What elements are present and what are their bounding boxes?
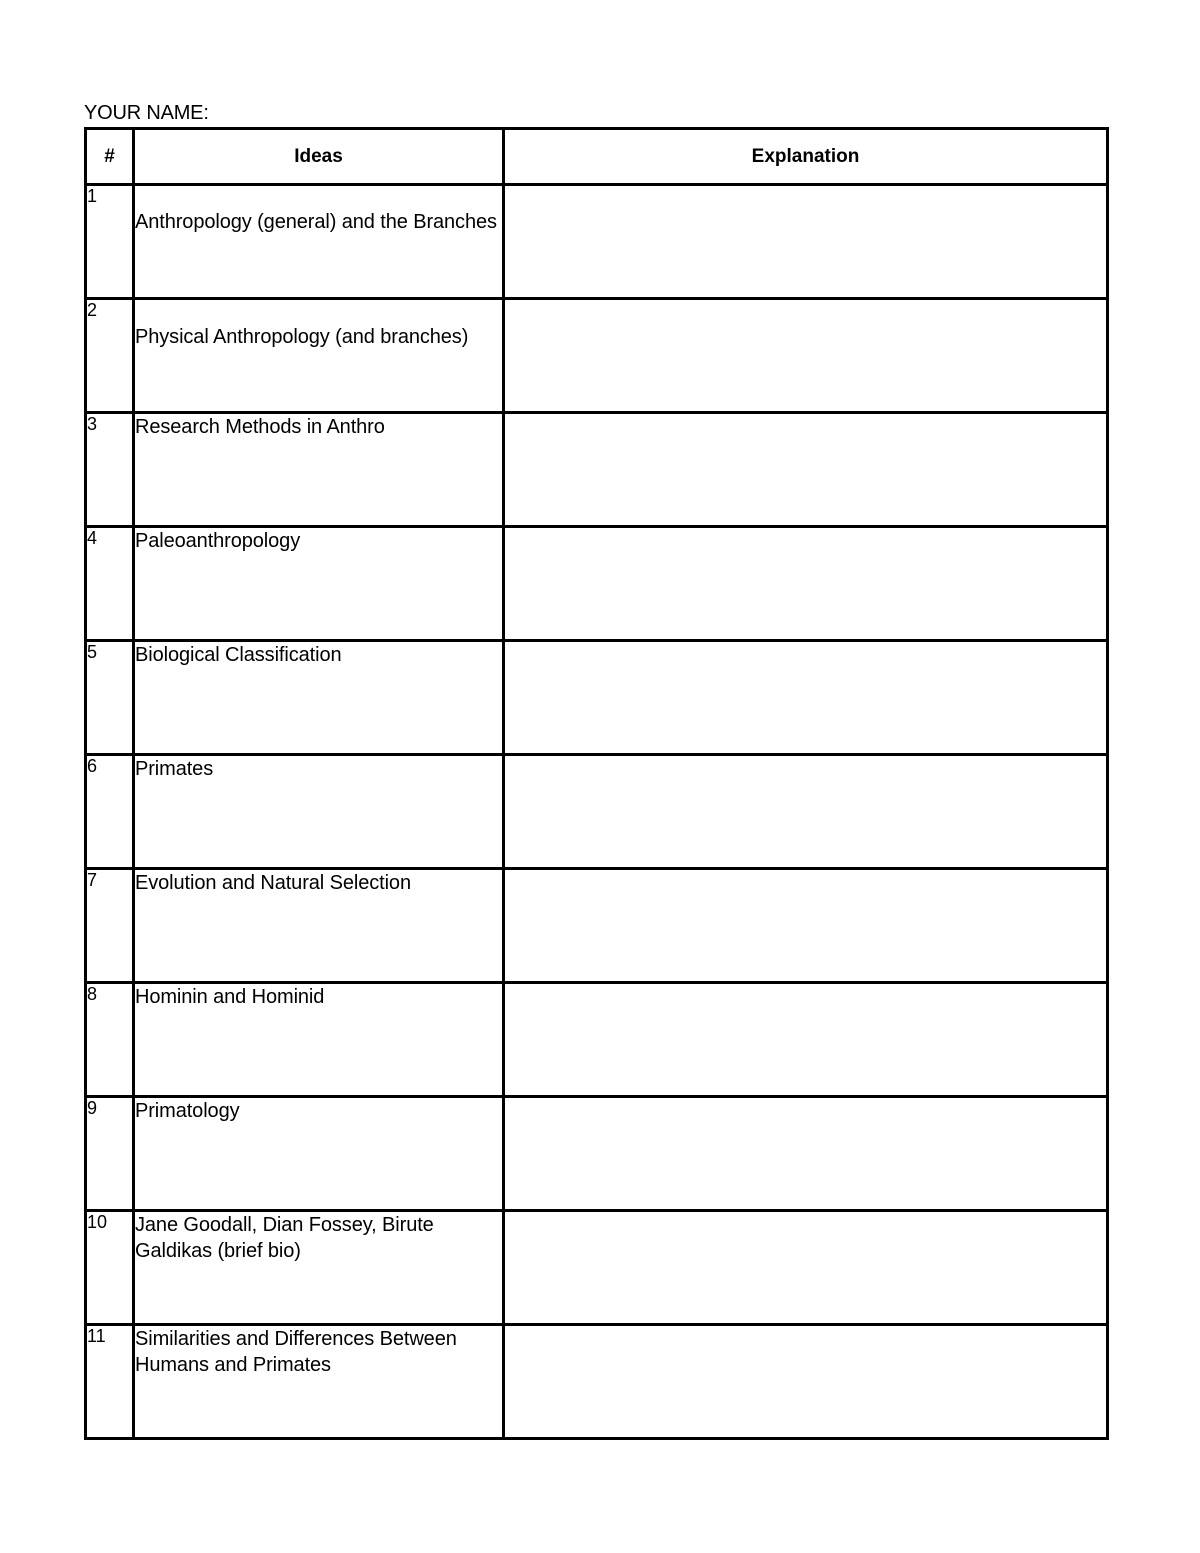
table-row [86,755,1108,869]
table-row [86,1325,1108,1439]
column-header-ideas: Ideas [134,129,504,185]
table-header-row [86,129,1108,185]
explanation-cell[interactable] [504,413,1108,527]
row-number: 2 [86,299,134,413]
idea-cell: Paleoanthropology [134,527,504,641]
table-row [86,1097,1108,1211]
explanation-cell[interactable] [504,869,1108,983]
row-number: 11 [86,1325,134,1439]
ideas-table [84,127,1109,1440]
explanation-cell[interactable] [504,299,1108,413]
column-header-number: # [86,129,134,185]
table-row [86,869,1108,983]
column-header-explanation: Explanation [504,129,1108,185]
explanation-cell[interactable] [504,1211,1108,1325]
idea-cell: Research Methods in Anthro [134,413,504,527]
explanation-cell[interactable] [504,527,1108,641]
idea-cell: Primatology [134,1097,504,1211]
table-row [86,1211,1108,1325]
table-row [86,413,1108,527]
idea-cell: Hominin and Hominid [134,983,504,1097]
table-row [86,299,1108,413]
table-row [86,983,1108,1097]
explanation-cell[interactable] [504,1325,1108,1439]
row-number: 4 [86,527,134,641]
row-number: 7 [86,869,134,983]
row-number: 6 [86,755,134,869]
your-name-label: YOUR NAME: [84,102,209,124]
row-number: 9 [86,1097,134,1211]
idea-cell: Primates [134,755,504,869]
row-number: 1 [86,185,134,299]
idea-cell: Physical Anthropology (and branches) [134,299,504,413]
explanation-cell[interactable] [504,1097,1108,1211]
row-number: 3 [86,413,134,527]
row-number: 8 [86,983,134,1097]
explanation-cell[interactable] [504,185,1108,299]
idea-cell: Jane Goodall, Dian Fossey, Birute Galdikas (brief bio) [134,1211,504,1325]
table-row [86,185,1108,299]
explanation-cell[interactable] [504,983,1108,1097]
table-row [86,527,1108,641]
explanation-cell[interactable] [504,755,1108,869]
explanation-cell[interactable] [504,641,1108,755]
idea-cell: Anthropology (general) and the Branches [134,185,504,299]
row-number: 5 [86,641,134,755]
idea-cell: Evolution and Natural Selection [134,869,504,983]
table-row [86,641,1108,755]
row-number: 10 [86,1211,134,1325]
idea-cell: Similarities and Differences Between Humans and Primates [134,1325,504,1439]
idea-cell: Biological Classification [134,641,504,755]
